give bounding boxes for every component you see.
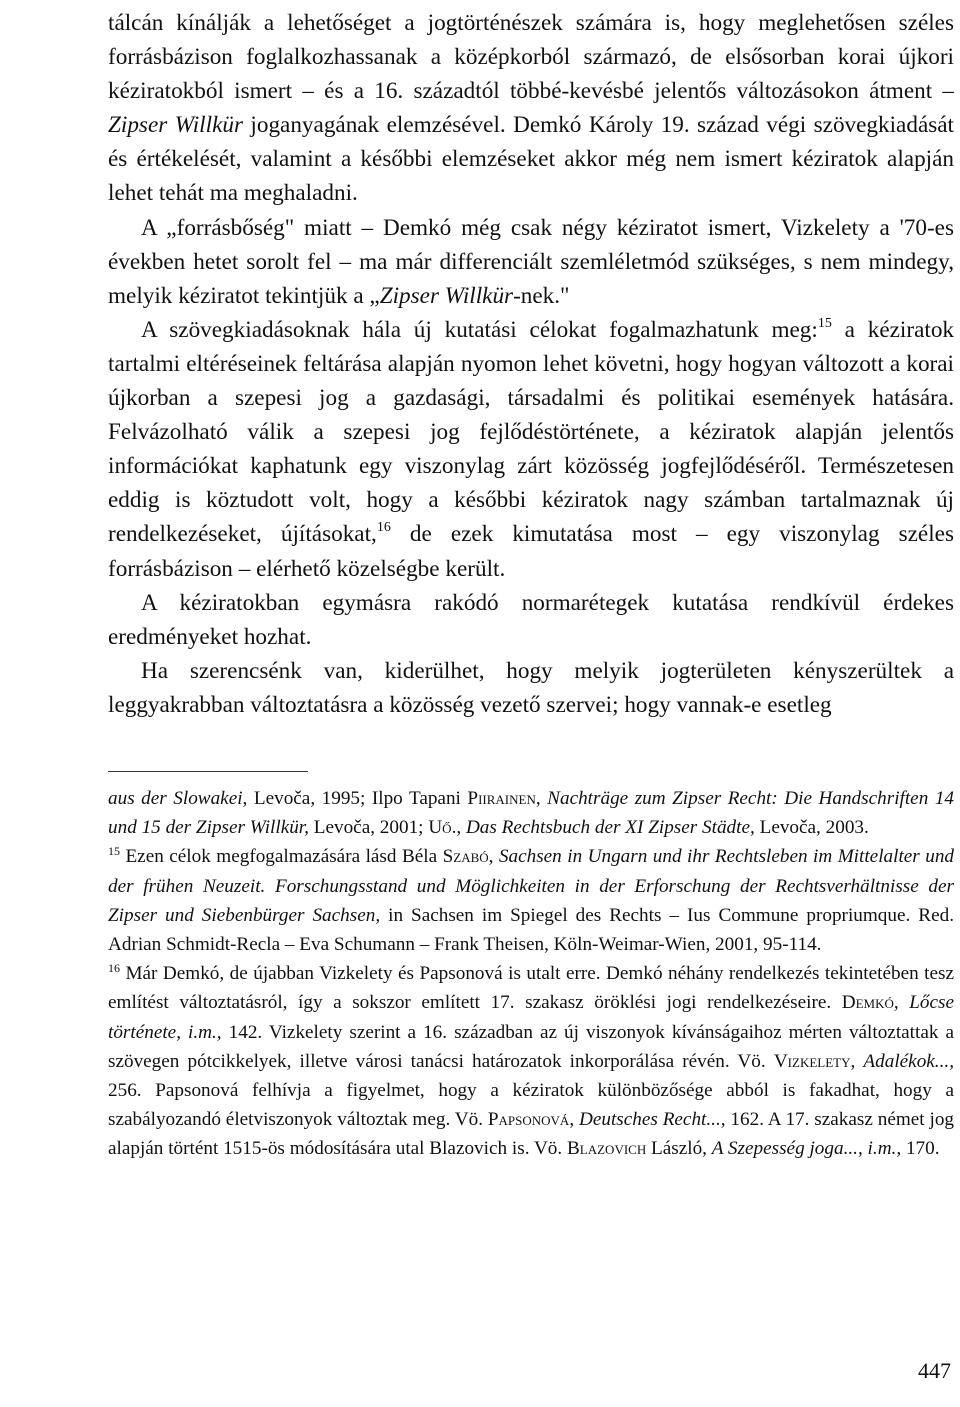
text-run: Zipser Willkür [108, 112, 243, 139]
text-run: a kéziratok tartalmi eltéréseinek feltárása alapján nyomon lehet követni, hogy hogyan változott a korai újkorban a szepesi jog a gazdasági, társadalmi és politikai események hatására. Felvázolható válik a szepesi jog fejlődéstörténete, a kéziratok alapján jelentős információkat kaphatunk egy viszonylag zárt közösség jogfejlődéséről. Természetesen eddig is köztudott volt, hogy a későbbi kéziratok nagy számban tartalmaznak új rendelkezéseket, újításokat, [108, 316, 955, 548]
text-run: Das Rechtsbuch der XI Zipser Städte, [465, 817, 755, 839]
text-run: tálcán kínálják a lehetőséget a jogtörténészek számára is, hogy meglehetősen széles forrásbázison foglalkozhassanak a középkorból származó, de elsősorban korai újkori kéziratokból ismert – és a 16. századtól többé-kevésbé jelentős változásokon átment – [108, 10, 954, 105]
text-run: , [850, 1050, 864, 1072]
paragraph: A kéziratokban egymásra rakódó normarétegek kutatása rendkívül érdekes eredményeket hozhat. [108, 589, 954, 650]
text-run: Deutsches Recht..., [578, 1109, 726, 1131]
footnote-ref[interactable]: 15 [817, 315, 832, 331]
footnote-number: 15 [108, 844, 120, 859]
text-run: 256. Papsonová felhívja a figyelmet, hogy a kéziratok különbözősége abból is fakadhat, hogy a szabályozandó életviszonyok változtak meg. Vö. [108, 1080, 954, 1131]
text-run: ., [451, 817, 466, 839]
text-run: A Szepesség joga..., i.m., [711, 1138, 902, 1160]
text-run: -nek." [513, 282, 570, 309]
text-run: , [535, 788, 548, 809]
paragraph: Ha szerencsénk van, kiderülhet, hogy melyik jogterületen kényszerültek a leggyakrabban változtatásra a közösség vezető szervei; hogy vannak-e esetleg [108, 657, 954, 718]
footnote-ref[interactable]: 16 [376, 520, 391, 536]
text-run: Levoča, 1995; Ilpo Tapani [247, 788, 468, 809]
footnote-separator [108, 771, 308, 772]
text-run: A „forrásbőség" miatt – Demkó még csak négy kéziratot ismert, Vizkelety a '70-es években hetet sorolt fel – ma már differenciált szemléletmód szükséges, s nem mindegy, melyik kéziratot tekintjük a „ [108, 214, 954, 309]
text-run: Levoča, 2003. [754, 817, 869, 839]
paragraph [108, 211, 954, 313]
text-run: , [569, 1109, 579, 1131]
paragraph [108, 6, 954, 211]
text-run: Ezen célok megfogalmazására lásd Béla [120, 846, 443, 868]
text-run: 170. [901, 1138, 940, 1160]
text-run: Adalékok..., [863, 1050, 954, 1072]
text-run: de ezek kimutatása most – egy viszonylag széles forrásbázison – elérhető közelségbe került. [108, 521, 954, 582]
text-run: 142. Vizkelety szerint a 16. században az új viszonyok kívánságaihoz mérten változtattak a szövegen pótcikkelyek, illetve városi tanácsi határozatok inkorporálása révén. Vö. [108, 1021, 954, 1072]
text-run: Már Demkó, de újabban Vizkelety és Papsonová is utalt erre. Demkó néhány rendelkezés tekintetében tesz említést változtatásról, így a sokszor említett 17. szakasz öröklési jogi rendelkezéseire. [108, 963, 954, 1014]
author-name: Szabó [442, 846, 489, 868]
paragraph [108, 313, 954, 586]
footnotes [108, 784, 954, 1164]
text-run: Levoča, 2001; [308, 817, 429, 839]
footnote-continuation [108, 784, 954, 842]
footnote-15 [108, 842, 954, 959]
author-name: Papsonová [487, 1109, 570, 1131]
text-run: Zipser Willkür [379, 282, 514, 309]
text-run: Nachträge zum Zipser Recht: Die Handschriften 14 und 15 der Zipser Willkür, [108, 788, 955, 839]
footnote-number: 16 [108, 961, 120, 976]
text-run: joganyagának elemzésével. Demkó Károly 19. század végi szövegkiadását és értékelését, valamint a későbbi elemzéseket akkor még nem ismert kéziratok alapján lehet tehát ma meghaladni. [108, 112, 954, 207]
text-run: , [893, 992, 910, 1014]
author-name: Vizkelety [773, 1050, 851, 1072]
author-name: Demkó [841, 992, 894, 1014]
text-run: Sachsen in Ungarn und ihr Rechtsleben im Mittelalter und der frühen Neuzeit. Forschungsstand und Möglichkeiten in der Erforschung der Rechtsverhältnisse der Zipser und Siebenbürger Sachsen, [108, 846, 955, 926]
text-run: A szövegkiadásoknak hála új kutatási célokat fogalmazhatunk meg: [141, 316, 818, 343]
text-run: Lőcse története, i.m., [108, 992, 955, 1043]
author-name: Piirainen [467, 788, 536, 809]
body-text [108, 6, 954, 722]
text-run: , [488, 846, 499, 868]
text-run: aus der Slowakei, [108, 788, 248, 809]
text-run: in Sachsen im Spiegel des Rechts – Ius Commune propriumque. Red. Adrian Schmidt-Recla – Eva Schumann – Frank Theisen, Köln-Weimar-Wien, 2001, 95-114. [108, 904, 954, 956]
author-name: Uő [428, 817, 452, 839]
footnote-16 [108, 959, 954, 1163]
page-number: 447 [918, 1358, 951, 1383]
text-run: László, [646, 1138, 712, 1160]
text-run: 162. A 17. szakasz német jog alapján történt 1515-ös módosítására utal Blazovich is. Vö. [108, 1109, 955, 1160]
author-name: Blazovich [566, 1138, 647, 1160]
